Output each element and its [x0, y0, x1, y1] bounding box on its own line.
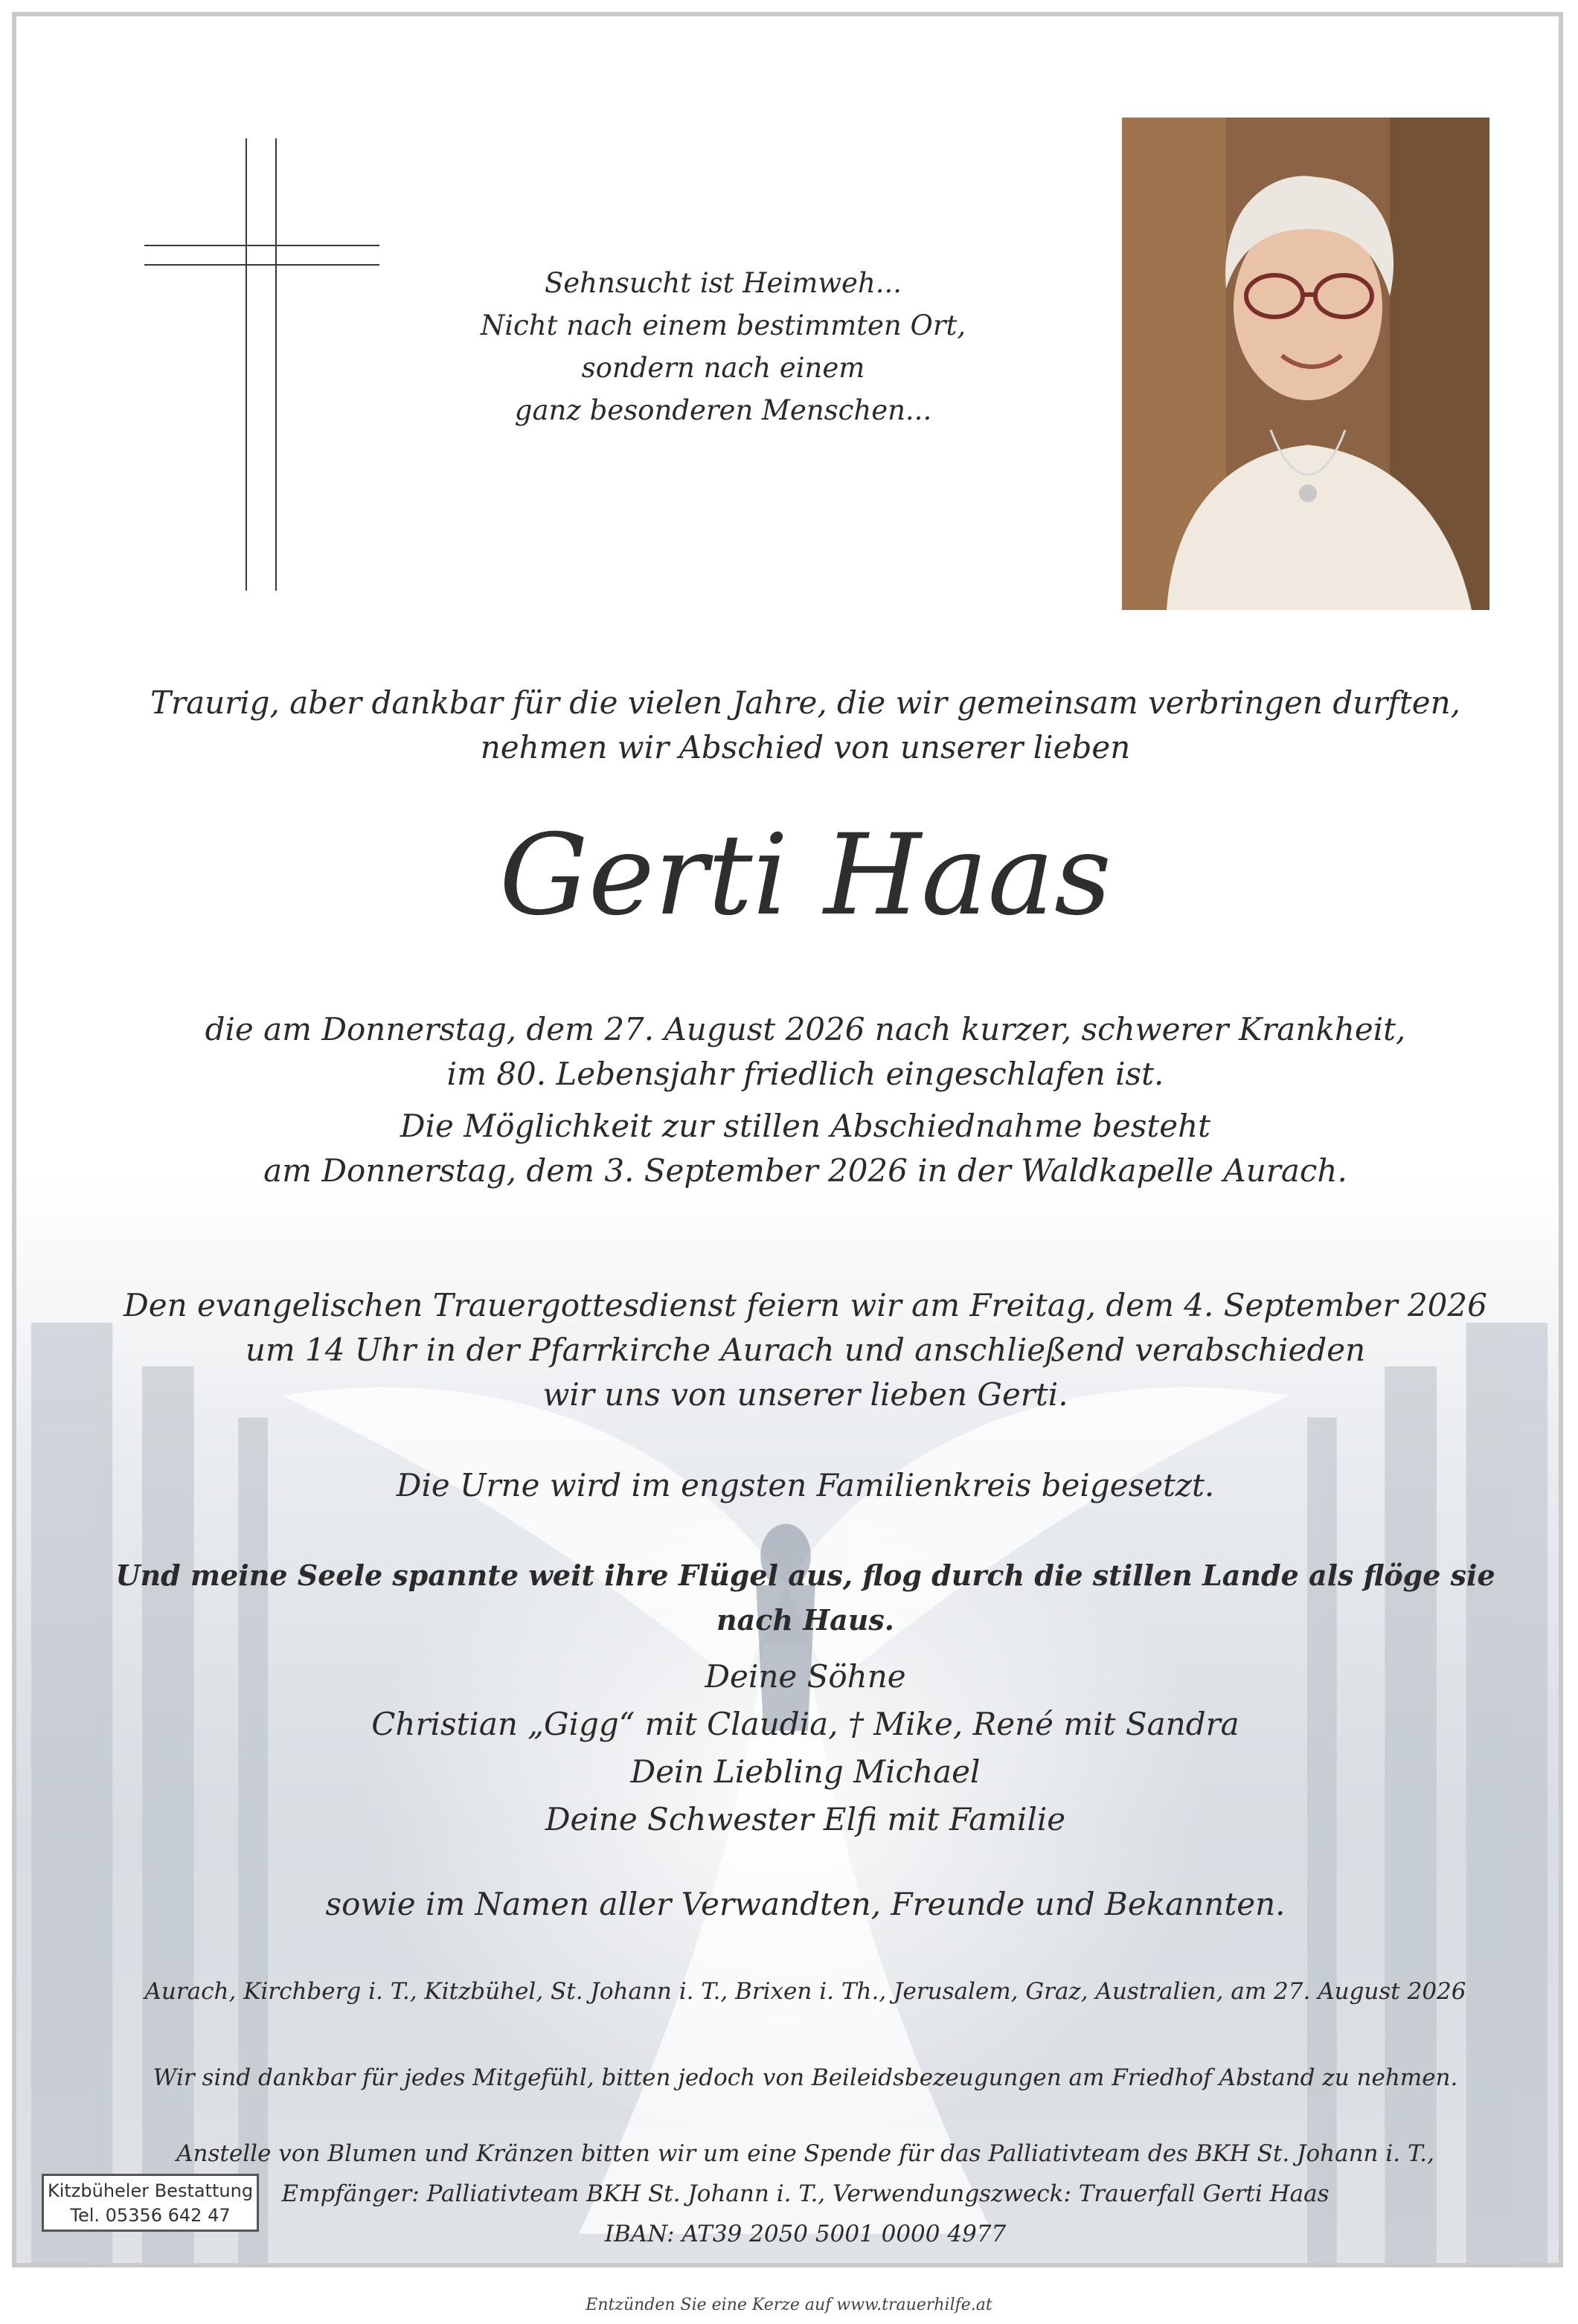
death-notice-line: die am Donnerstag, dem 27. August 2026 nach kurzer, schwerer Krankheit, — [205, 1011, 1406, 1047]
donation-line: Anstelle von Blumen und Kränzen bitten wir um eine Spende für das Palliativteam des BKH St. Johann i. T., — [176, 2140, 1434, 2167]
service-line: Den evangelischen Trauergottesdienst feiern wir am Freitag, dem 4. September 2026 — [124, 1287, 1487, 1323]
family-list — [91, 1653, 1520, 1843]
undertaker-stamp — [42, 2174, 259, 2232]
quote-line: ganz besonderen Menschen... — [514, 394, 932, 426]
intro-line: Traurig, aber dankbar für die vielen Jahre, die wir gemeinsam verbringen durften, — [150, 684, 1461, 721]
quote-line: Nicht nach einem bestimmten Ort, — [480, 309, 966, 341]
intro-line: nehmen wir Abschied von unserer lieben — [480, 729, 1131, 765]
portrait-photo — [1122, 118, 1489, 610]
death-notice-line: im 80. Lebensjahr friedlich eingeschlafen ist. — [446, 1056, 1164, 1092]
urn-info: Die Urne wird im engsten Familienkreis beigesetzt. — [396, 1467, 1215, 1503]
service-info — [91, 1283, 1520, 1417]
quote-line: Sehnsucht ist Heimweh... — [544, 267, 902, 299]
service-line: um 14 Uhr in der Pfarrkirche Aurach und anschließend verabschieden — [245, 1332, 1366, 1368]
quote-line: sondern nach einem — [581, 352, 865, 384]
favorite-name: Dein Liebling Michael — [630, 1753, 981, 1790]
donation-info — [91, 2134, 1520, 2254]
service-line: wir uns von unserer lieben Gerti. — [542, 1376, 1068, 1413]
donation-iban: IBAN: AT39 2050 5001 0000 4977 — [604, 2221, 1007, 2247]
deceased-name: Gerti Haas — [499, 811, 1112, 940]
notice-frame — [12, 12, 1563, 2267]
memorial-quote — [463, 262, 984, 431]
sister-name: Deine Schwester Elfi mit Familie — [545, 1801, 1066, 1837]
undertaker-name: Kitzbüheler Bestattung — [47, 2180, 254, 2201]
memorial-motto: Und meine Seele spannte weit ihre Flügel aus, flog durch die stillen Lande als flöge sie nach Haus. — [115, 1559, 1495, 1637]
cross-icon — [144, 138, 382, 592]
intro-text — [91, 681, 1520, 770]
viewing-line: Die Möglichkeit zur stillen Abschiednahme besteht — [400, 1108, 1211, 1144]
viewing-line: am Donnerstag, dem 3. September 2026 in der Waldkapelle Aurach. — [263, 1152, 1347, 1189]
donation-line: Empfänger: Palliativteam BKH St. Johann i. T., Verwendungszweck: Trauerfall Gerti Haas — [281, 2180, 1330, 2207]
sons-names: Christian „Gigg“ mit Claudia, † Mike, René mit Sandra — [371, 1706, 1239, 1742]
sons-heading: Deine Söhne — [705, 1658, 906, 1695]
death-notice — [91, 1007, 1520, 1097]
footer-candle-link[interactable]: Entzünden Sie eine Kerze auf www.trauerhilfe.at — [586, 2296, 992, 2314]
condolence-note: Wir sind dankbar für jedes Mitgefühl, bitten jedoch von Beileidsbezeugungen am Friedhof Abstand zu nehmen. — [153, 2064, 1458, 2091]
relatives-line: sowie im Namen aller Verwandten, Freunde und Bekannten. — [325, 1886, 1286, 1922]
places-and-date: Aurach, Kirchberg i. T., Kitzbühel, St. Johann i. T., Brixen i. Th., Jerusalem, Graz, Australien, am 27. August 2026 — [144, 1978, 1466, 2005]
undertaker-phone: Tel. 05356 642 47 — [70, 2205, 231, 2226]
viewing-info — [91, 1104, 1520, 1193]
